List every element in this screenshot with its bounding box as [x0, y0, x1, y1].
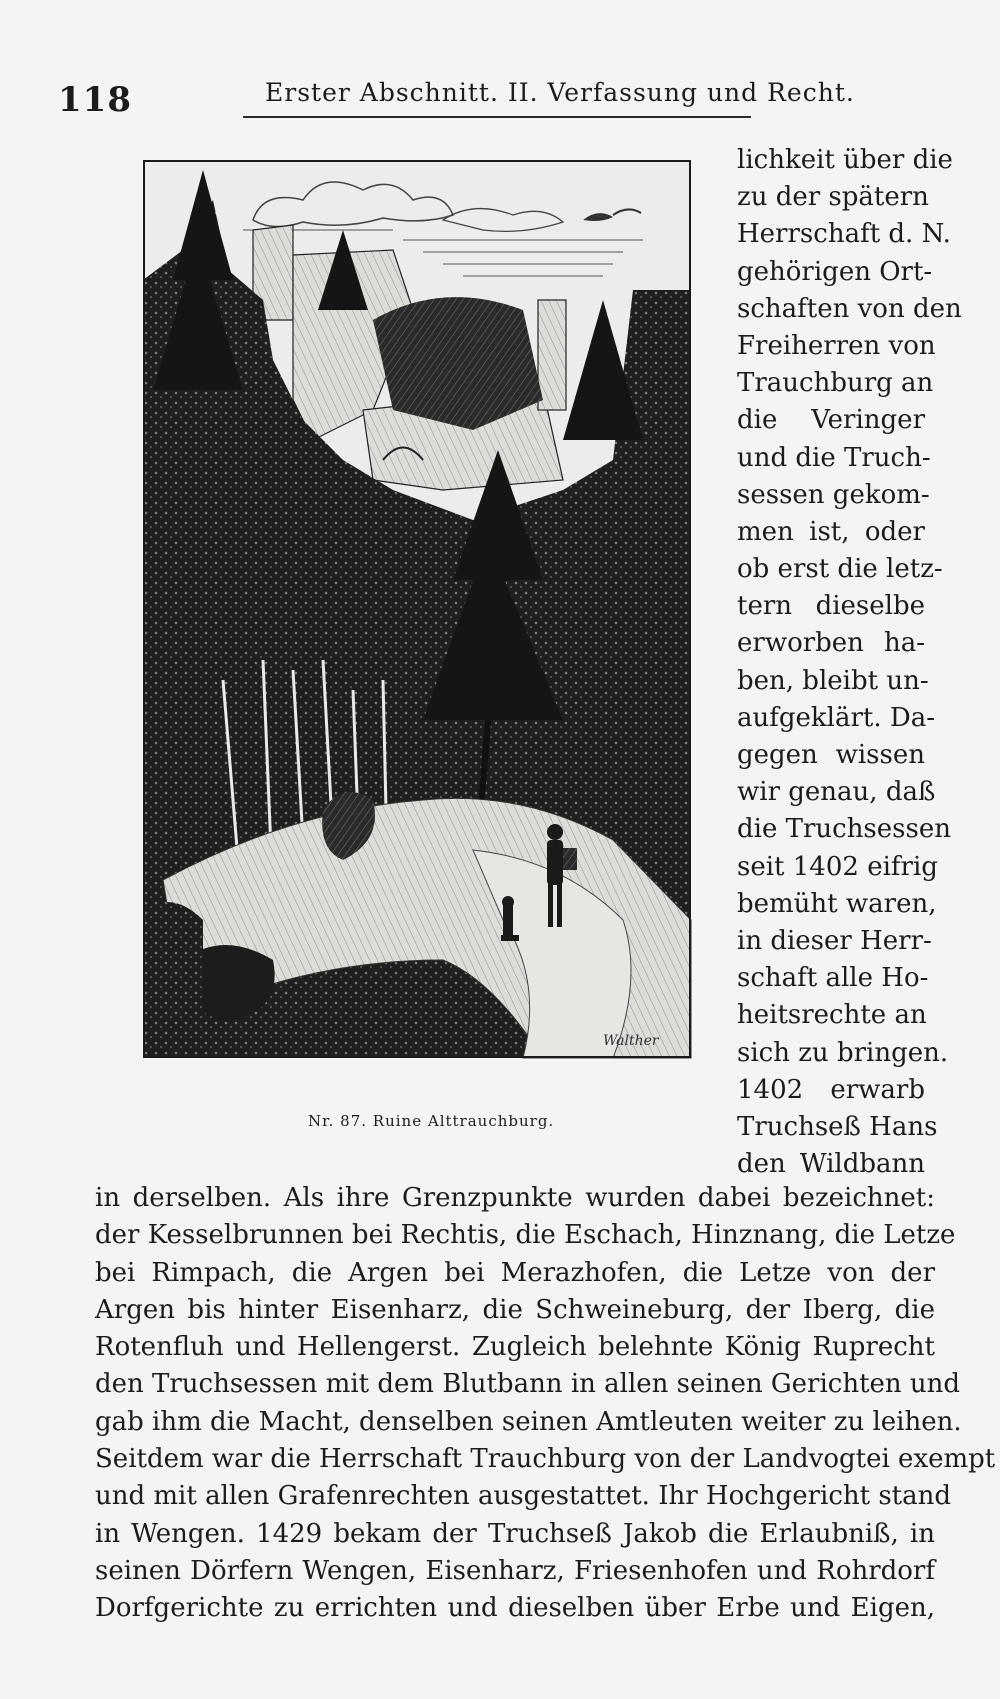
text-line: Seitdem war die Herrschaft Trauchburg von der Landvogtei exempt — [95, 1444, 996, 1475]
text-line: 1402 erwarb — [737, 1074, 925, 1105]
text-line: die Veringer — [737, 405, 925, 436]
text-line: ben, bleibt un- — [737, 665, 929, 696]
text-line: der Kesselbrunnen bei Rechtis, die Eschach, Hinznang, die Letze — [95, 1220, 956, 1251]
illustration-ruin-engraving — [143, 160, 691, 1058]
text-line: Dorfgerichte zu errichten und dieselben über Erbe und Eigen, — [95, 1593, 935, 1624]
engraver-signature: Walther — [603, 1033, 659, 1049]
text-line: und mit allen Grafenrechten ausgestattet. Ihr Hochgericht stand — [95, 1481, 952, 1512]
text-line: den Wildbann — [737, 1149, 925, 1180]
running-head: Erster Abschnitt. II. Verfassung und Recht. — [265, 78, 855, 107]
text-line: erworben ha- — [737, 628, 925, 659]
body-text-block — [95, 1180, 996, 1628]
text-line: in Wengen. 1429 bekam der Truchseß Jakob die Erlaubniß, in — [95, 1518, 935, 1549]
text-line: heitsrechte an — [737, 1000, 927, 1031]
text-line: bei Rimpach, die Argen bei Merazhofen, die Letze von der — [95, 1257, 935, 1288]
text-line: Argen bis hinter Eisenharz, die Schweineburg, der Iberg, die — [95, 1294, 935, 1325]
text-line: in dieser Herr- — [737, 925, 932, 956]
text-line: gab ihm die Macht, denselben seinen Amtleuten weiter zu leihen. — [95, 1406, 962, 1437]
text-line: lichkeit über die — [737, 145, 953, 175]
text-line: gehörigen Ort- — [737, 256, 933, 287]
text-line: wir genau, daß — [737, 777, 936, 808]
page-number: 118 — [58, 80, 132, 120]
text-line: schaft alle Ho- — [737, 963, 929, 994]
header-rule — [243, 116, 751, 118]
text-line: und die Truch- — [737, 442, 931, 473]
text-line: Rotenfluh und Hellengerst. Zugleich belehnte König Ruprecht — [95, 1332, 935, 1363]
text-line: seit 1402 eifrig — [737, 851, 938, 882]
figure-caption: Nr. 87. Ruine Alttrauchburg. — [308, 1112, 555, 1130]
text-line: die Truchsessen — [737, 814, 951, 845]
side-text-column — [737, 142, 962, 1183]
text-line: seinen Dörfern Wengen, Eisenharz, Friesenhofen und Rohrdorf — [95, 1555, 935, 1586]
text-line: ob erst die letz- — [737, 554, 943, 585]
text-line: schaften von den — [737, 293, 962, 324]
text-line: den Truchsessen mit dem Blutbann in allen seinen Gerichten und — [95, 1369, 961, 1400]
text-line: Herrschaft d. N. — [737, 219, 951, 250]
text-line: sich zu bringen. — [737, 1037, 949, 1068]
text-line: zu der spätern — [737, 182, 929, 213]
text-line: tern dieselbe — [737, 591, 925, 622]
text-line: in derselben. Als ihre Grenzpunkte wurden dabei bezeichnet: — [95, 1183, 935, 1213]
text-line: Trauchburg an — [737, 368, 934, 399]
text-line: bemüht waren, — [737, 888, 937, 919]
text-line: aufgeklärt. Da- — [737, 702, 936, 733]
text-line: sessen gekom- — [737, 479, 930, 510]
text-line: Freiherren von — [737, 330, 936, 361]
text-line: Truchseß Hans — [737, 1111, 938, 1142]
text-line: men ist, oder — [737, 516, 925, 547]
text-line: gegen wissen — [737, 740, 925, 770]
